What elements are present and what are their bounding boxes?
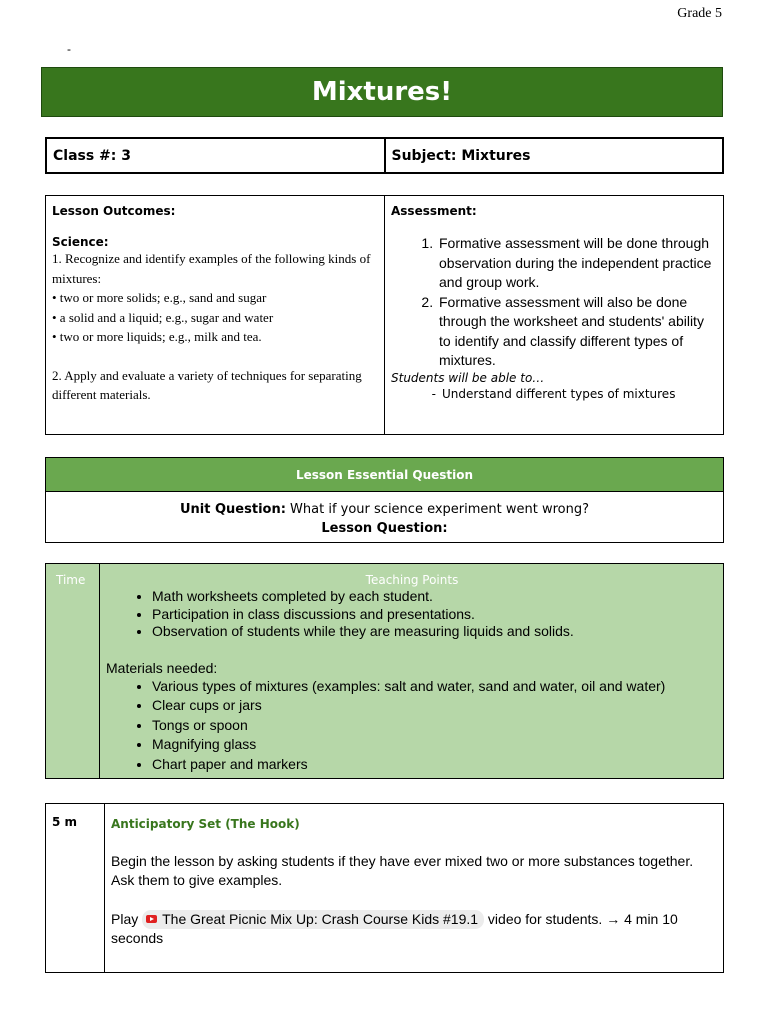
outcome-bullet: • a solid and a liquid; e.g., sugar and water <box>52 309 274 325</box>
outcomes-assessment-table <box>45 195 724 435</box>
list-item: • Magnifying glass <box>152 735 718 755</box>
hook-text: Begin the lesson by asking students if they have ever mixed two or more substances together. Ask them to give examples. <box>111 852 694 888</box>
hook-title: Anticipatory Set (The Hook) <box>111 817 300 831</box>
outcome-item-2: 2. Apply and evaluate a variety of techniques for separating different materials. <box>52 367 362 402</box>
class-number: Class #: 3 <box>46 138 385 173</box>
subject: Subject: Mixtures <box>385 138 724 173</box>
video-link[interactable]: The Great Picnic Mix Up: Crash Course Kids #19.1 <box>142 910 484 929</box>
list-item: • Chart paper and markers <box>152 755 718 775</box>
essential-question-body <box>46 492 724 543</box>
hook-play-line: Play The Great Picnic Mix Up: Crash Course Kids #19.1 video for students. → 4 min 10 seconds <box>111 910 678 946</box>
assessment-list <box>391 234 718 371</box>
science-heading: Science: <box>52 235 109 249</box>
list-item: • Clear cups or jars <box>152 696 718 716</box>
list-item: • Observation of students while they are measuring liquids and solids. <box>152 623 718 641</box>
unit-question: Unit Question: What if your science experiment went wrong? <box>179 502 590 517</box>
list-item: • Various types of mixtures (examples: salt and water, sand and water, oil and water) <box>152 677 718 697</box>
materials-list <box>106 677 718 775</box>
essential-question-table <box>45 457 724 543</box>
essential-question-heading: Lesson Essential Question <box>46 458 724 492</box>
materials-label: Materials needed: <box>106 659 218 676</box>
students-able-label: Students will be able to… <box>391 370 545 385</box>
assessment-item: 2. Formative assessment will also be done through the worksheet and students' ability to identify and classify different types of mixtures. <box>437 293 718 371</box>
outcome-bullet: • two or more solids; e.g., sand and sugar <box>52 290 267 305</box>
teaching-points-cell <box>100 564 724 779</box>
hook-table <box>45 803 724 973</box>
outcomes-cell <box>46 196 385 435</box>
lesson-question: Lesson Question: <box>321 521 448 536</box>
time-header: Time <box>46 564 100 779</box>
outcome-item-1: 1. Recognize and identify examples of the following kinds of mixtures: <box>52 251 371 286</box>
assessment-item: 1. Formative assessment will be done through observation during the independent practice and group work. <box>437 234 718 293</box>
teaching-points-table <box>45 563 724 779</box>
list-item: • Participation in class discussions and presentations. <box>152 606 718 624</box>
understand-item: - Understand different types of mixtures <box>431 386 676 401</box>
stray-dash: - <box>67 42 71 56</box>
grade-label: Grade 5 <box>677 6 722 21</box>
hook-time: 5 m <box>46 804 105 973</box>
teaching-points-heading: Teaching Points <box>365 573 459 587</box>
page-title: Mixtures! <box>41 67 723 117</box>
list-item: • Math worksheets completed by each student. <box>152 588 718 606</box>
outcomes-heading: Lesson Outcomes: <box>52 204 176 218</box>
assessment-heading: Assessment: <box>391 204 477 218</box>
assessment-cell <box>385 196 724 435</box>
class-subject-table <box>45 137 724 174</box>
list-item: • Tongs or spoon <box>152 716 718 736</box>
teaching-points-list <box>106 588 718 641</box>
hook-cell <box>105 804 724 973</box>
youtube-icon <box>146 915 157 923</box>
outcome-bullet: • two or more liquids; e.g., milk and tea. <box>52 329 262 344</box>
